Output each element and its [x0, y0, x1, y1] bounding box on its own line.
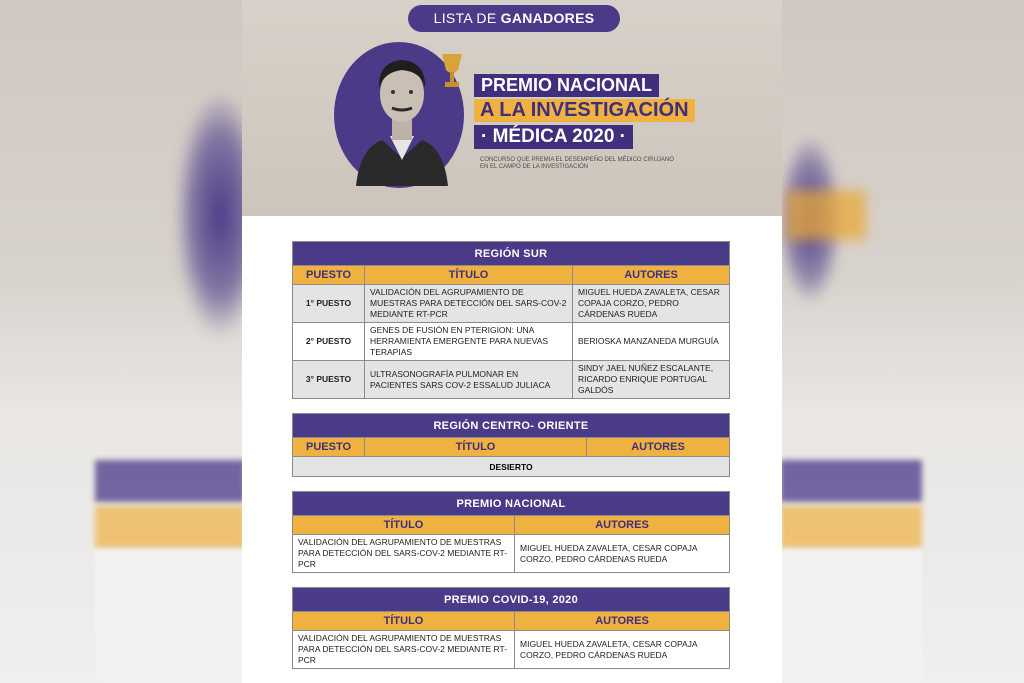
- row-autores: BERIOSKA MANZANEDA MURGUÍA: [573, 323, 730, 361]
- table-row: [293, 361, 730, 399]
- row-titulo: ULTRASONOGRAFÍA PULMONAR EN PACIENTES SARS COV-2 ESSALUD JULIACA: [365, 361, 573, 399]
- column-header-titulo: TÍTULO: [293, 516, 515, 535]
- pill-bold: GANADORES: [500, 10, 595, 26]
- poster-hero: [242, 0, 782, 216]
- table-row: [293, 285, 730, 323]
- column-header-puesto: PUESTO: [293, 438, 365, 457]
- region-sur-table: [292, 241, 730, 399]
- blurred-header-strip-left: [95, 460, 245, 502]
- blurred-gold-right: [786, 190, 866, 240]
- blurred-rows-right: [780, 550, 922, 683]
- row-puesto: 3° PUESTO: [293, 361, 365, 399]
- row-autores: MIGUEL HUEDA ZAVALETA, CESAR COPAJA CORZO, PEDRO CÁRDENAS RUEDA: [573, 285, 730, 323]
- winners-tables: [292, 241, 730, 683]
- column-header-titulo: TÍTULO: [365, 266, 573, 285]
- row-puesto: 1° PUESTO: [293, 285, 365, 323]
- poster-subtitle: CONCURSO QUE PREMIA EL DESEMPEÑO DEL MÉDICO CIRUJANO EN EL CAMPO DE LA INVESTIGACIÓN: [480, 157, 674, 170]
- column-header-autores: AUTORES: [573, 266, 730, 285]
- region-centro-table: [292, 413, 730, 477]
- region-sur-heading: REGIÓN SUR: [293, 242, 730, 266]
- row-titulo: VALIDACIÓN DEL AGRUPAMIENTO DE MUESTRAS PARA DETECCIÓN DEL SARS-COV-2 MEDIANTE RT-PCR: [293, 535, 515, 573]
- premio-nacional-heading: PREMIO NACIONAL: [293, 492, 730, 516]
- column-header-autores: AUTORES: [515, 612, 730, 631]
- row-autores: MIGUEL HUEDA ZAVALETA, CESAR COPAJA CORZO, PEDRO CÁRDENAS RUEDA: [515, 535, 730, 573]
- poster-title-line-1: PREMIO NACIONAL: [474, 74, 659, 97]
- row-autores: MIGUEL HUEDA ZAVALETA, CESAR COPAJA CORZO, PEDRO CÁRDENAS RUEDA: [515, 631, 730, 669]
- blurred-rows-left: [95, 550, 245, 683]
- column-header-autores: AUTORES: [515, 516, 730, 535]
- trophy-icon: [438, 52, 466, 92]
- column-header-puesto: PUESTO: [293, 266, 365, 285]
- pill-prefix: LISTA DE: [433, 10, 501, 26]
- region-centro-heading: REGIÓN CENTRO- ORIENTE: [293, 414, 730, 438]
- poster-title-line-2: A LA INVESTIGACIÓN: [474, 99, 695, 122]
- row-titulo: GENES DE FUSIÓN EN PTERIGION: UNA HERRAMIENTA EMERGENTE PARA NUEVAS TERAPIAS: [365, 323, 573, 361]
- premio-covid-table: [292, 587, 730, 669]
- column-header-titulo: TÍTULO: [365, 438, 587, 457]
- blurred-header-strip-right: [780, 460, 922, 502]
- table-row: [293, 631, 730, 669]
- table-row: [293, 323, 730, 361]
- winners-poster: [242, 0, 782, 683]
- table-row: [293, 457, 730, 477]
- winners-list-pill: [408, 5, 620, 32]
- blurred-column-strip-left: [95, 506, 245, 548]
- row-titulo: VALIDACIÓN DEL AGRUPAMIENTO DE MUESTRAS PARA DETECCIÓN DEL SARS-COV-2 MEDIANTE RT-PCR: [293, 631, 515, 669]
- premio-covid-heading: PREMIO COVID-19, 2020: [293, 588, 730, 612]
- blurred-column-strip-right: [780, 506, 922, 548]
- row-autores: SINDY JAEL NUÑEZ ESCALANTE, RICARDO ENRIQUE PORTUGAL GALDÓS: [573, 361, 730, 399]
- row-titulo: VALIDACIÓN DEL AGRUPAMIENTO DE MUESTRAS PARA DETECCIÓN DEL SARS-COV-2 MEDIANTE RT-PCR: [365, 285, 573, 323]
- column-header-autores: AUTORES: [587, 438, 730, 457]
- empty-result: DESIERTO: [293, 457, 730, 477]
- poster-title-line-3: · MÉDICA 2020 ·: [474, 125, 633, 149]
- premio-nacional-table: [292, 491, 730, 573]
- column-header-titulo: TÍTULO: [293, 612, 515, 631]
- row-puesto: 2° PUESTO: [293, 323, 365, 361]
- table-row: [293, 535, 730, 573]
